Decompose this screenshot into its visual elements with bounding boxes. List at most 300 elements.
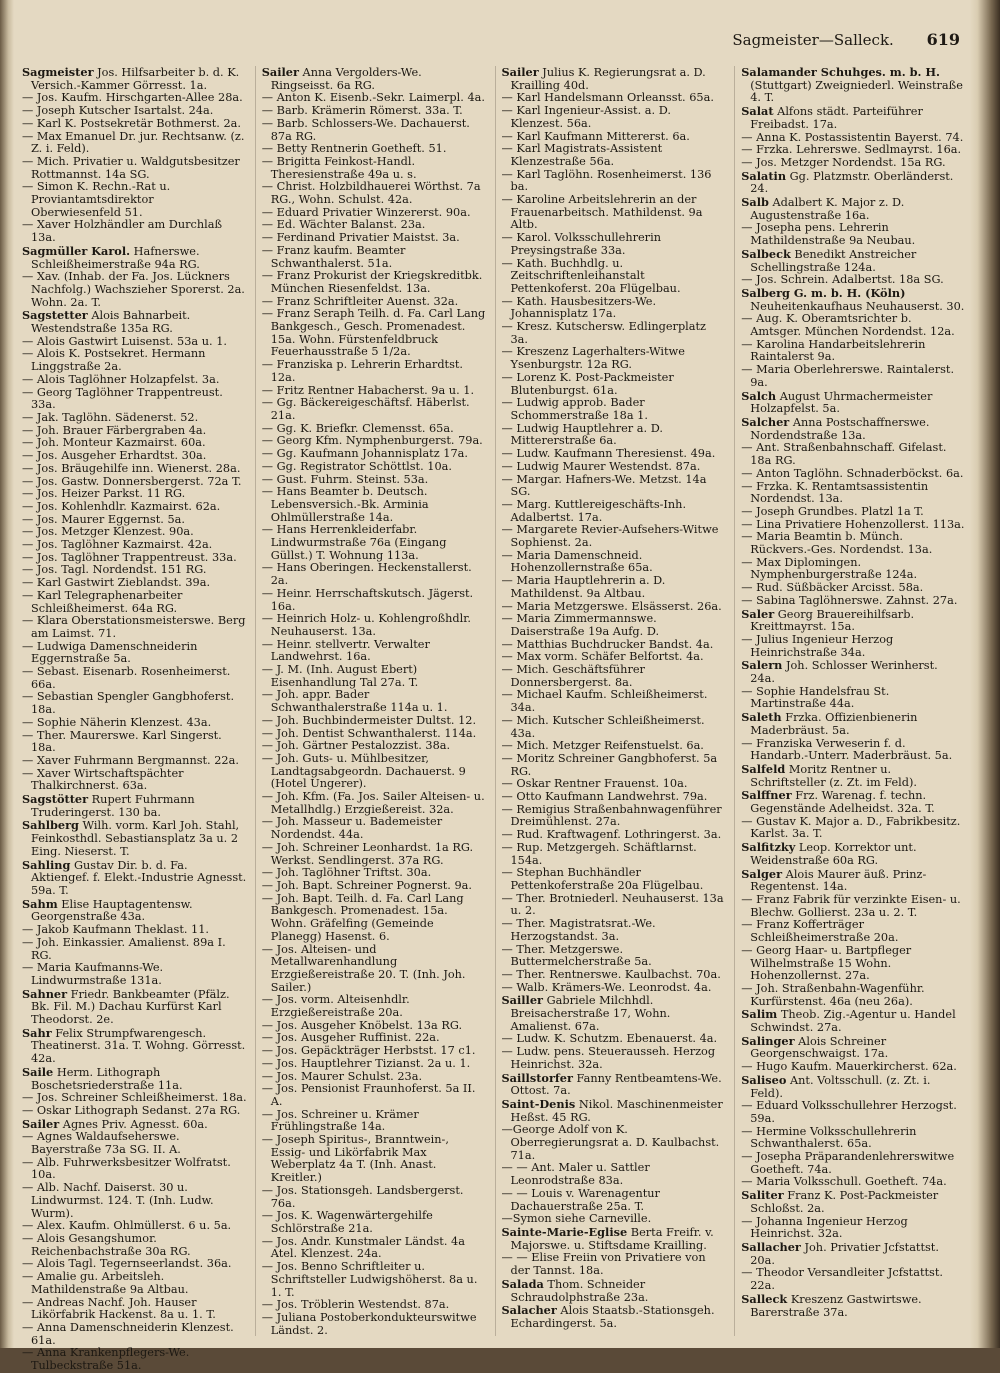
directory-entry bbox=[502, 423, 727, 448]
directory-entry bbox=[502, 1124, 727, 1162]
directory-entry bbox=[262, 639, 487, 664]
entry-surname: Salch bbox=[741, 388, 777, 403]
entry-details: — Jak. Taglöhn. Sädenerst. 52. bbox=[22, 410, 199, 424]
directory-entry bbox=[262, 1083, 487, 1108]
entry-details: Theob. Zig.-Agentur u. Handel Schwindst. 27a. bbox=[750, 1008, 956, 1035]
entry-details: Agnes Priv. Agnesst. 60a. bbox=[62, 1117, 208, 1131]
entry-details: Friedr. Bankbeamter (Pfälz. Bk. Fil. M.) Dachau Kurfürst Karl Theodorst. 2e. bbox=[31, 987, 230, 1027]
entry-details: Hafnerswe. Schleißheimerstraße 94a RG. bbox=[31, 244, 200, 271]
entry-details: — Moritz Schreiner Gangbhoferst. 5a RG. bbox=[501, 751, 718, 778]
directory-entry bbox=[502, 194, 727, 232]
directory-entry bbox=[502, 550, 727, 575]
entry-details: — Walb. Krämers-We. Leonrodst. 4a. bbox=[501, 980, 712, 994]
directory-entry bbox=[262, 893, 487, 944]
directory-entry bbox=[22, 859, 247, 898]
directory-entry bbox=[22, 245, 247, 271]
entry-surname: Salberg G. m. b. H. (Köln) bbox=[741, 285, 906, 300]
directory-entry bbox=[741, 1074, 966, 1100]
directory-entry bbox=[22, 666, 247, 691]
entry-details: — Joh. Kfm. (Fa. Jos. Sailer Alteisen- u. Metallhdlg.) Erzgießereist. 32a. bbox=[261, 790, 485, 816]
directory-entry bbox=[741, 919, 966, 944]
directory-entry bbox=[22, 768, 247, 793]
entry-details: — Alois Tagl. Tegernseerlandst. 36a. bbox=[22, 1257, 232, 1271]
entry-details: — Joh. Monteur Kazmairst. 60a. bbox=[22, 436, 206, 450]
page-number: 619 bbox=[926, 30, 960, 49]
directory-entry bbox=[741, 1008, 966, 1034]
directory-entry bbox=[262, 842, 487, 867]
entry-surname: Sahlberg bbox=[22, 818, 79, 833]
entry-details: — Fritz Rentner Habacherst. 9a u. 1. bbox=[261, 383, 475, 397]
directory-entry bbox=[741, 945, 966, 983]
entry-details: — Jos. Pensionist Fraunhoferst. 5a II. A. bbox=[261, 1082, 476, 1108]
directory-entry bbox=[502, 1278, 727, 1304]
entry-details: — Jos. Kohlenhdlr. Kazmairst. 62a. bbox=[22, 499, 221, 513]
entry-details: — Stephan Buchhändler Pettenkoferstraße 20a Flügelbau. bbox=[501, 866, 704, 892]
entry-details: — Alois Gesangshumor. Reichenbachstraße 30a RG. bbox=[22, 1231, 191, 1258]
directory-entry bbox=[741, 364, 966, 389]
directory-entry bbox=[502, 689, 727, 714]
entry-surname: Salamander Schuhges. m. b. H. bbox=[741, 65, 940, 79]
entry-surname: Salatin bbox=[741, 168, 787, 183]
directory-entry bbox=[502, 1072, 727, 1098]
directory-entry bbox=[502, 105, 727, 130]
directory-entry bbox=[741, 711, 966, 737]
entry-details: — Anton K. Eisenb.-Sekr. Laimerpl. 4a. bbox=[261, 91, 485, 105]
entry-details: — Maria Zimmermannswe. Daiserstraße 19a Aufg. D. bbox=[501, 612, 660, 638]
entry-surname: Sagstetter bbox=[22, 308, 88, 323]
entry-details: — Mich. Privatier u. Waldgutsbesitzer Rottmannst. 14a SG. bbox=[22, 154, 240, 181]
directory-entry bbox=[741, 222, 966, 247]
entry-details: August Uhrmachermeister Holzapfelst. 5a. bbox=[750, 389, 933, 416]
entry-details: — Joh. Brauer Färbergraben 4a. bbox=[22, 423, 207, 437]
entry-details: — Franz Prokurist der Kriegskreditbk. München Riesenfeldst. 13a. bbox=[261, 269, 483, 295]
entry-details: — Jos. Schreiner u. Krämer Frühlingstraße 14a. bbox=[261, 1107, 419, 1134]
entry-surname: Salleck bbox=[741, 1291, 788, 1306]
entry-details: — Karl Ingenieur-Assist. a. D. Klenzest. 56a. bbox=[501, 104, 671, 130]
entry-details: Benedikt Anstreicher Schellingstraße 124a. bbox=[750, 247, 917, 274]
entry-details: — Hermine Volksschullehrerin Schwanthalerst. 65a. bbox=[741, 1124, 917, 1151]
directory-entry bbox=[22, 131, 247, 156]
entry-details: — J. M. (Inh. August Ebert) Eisenhandlung Tal 27a. T. bbox=[261, 663, 419, 689]
entry-details: — — Elise Freiin von Privatiere von der Tannst. 18a. bbox=[501, 1251, 706, 1278]
entry-details: — Rup. Metzgergeh. Schäftlarnst. 154a. bbox=[501, 840, 697, 867]
directory-entry bbox=[262, 524, 487, 562]
entry-details: — Joh. Bapt. Schreiner Pognerst. 9a. bbox=[261, 879, 472, 892]
entry-details: Anna Postschaffnerswe. Nordendstraße 13a. bbox=[750, 415, 930, 442]
entry-details: Alois Bahnarbeit. Westendstraße 135a RG. bbox=[31, 309, 191, 336]
entry-details: — Josepha Präparandenlehrerswitwe Goetheft. 74a. bbox=[741, 1150, 955, 1176]
directory-entry bbox=[502, 1252, 727, 1277]
entry-details: — Jos. Heizer Parkst. 11 RG. bbox=[22, 487, 186, 501]
directory-entry bbox=[262, 588, 487, 613]
directory-entry bbox=[741, 659, 966, 685]
directory-entry bbox=[262, 1134, 487, 1185]
entry-details: — Maria Volksschull. Goetheft. 74a. bbox=[741, 1175, 947, 1189]
entry-details: Wilh. vorm. Karl Joh. Stahl, Feinkosthdl. Sebastiansplatz 3a u. 2 Eing. Nieserst. T. bbox=[31, 819, 240, 858]
entry-details: — Joh. Bapt. Teilh. d. Fa. Carl Lang Bankgesch. Promenadest. 15a. Wohn. Gräfelfing (Gemeinde Planegg) Hasenst. 6. bbox=[261, 891, 464, 943]
directory-entry bbox=[262, 308, 487, 359]
directory-entry bbox=[22, 1297, 247, 1322]
entry-details: — Aug. K. Oberamtsrichter b. Amtsger. München Nordendst. 12a. bbox=[741, 312, 955, 339]
entry-details: Joh. Privatier Jcfstattst. 20a. bbox=[750, 1240, 939, 1267]
directory-entry bbox=[22, 691, 247, 716]
entry-details: — Ludwiga Damenschneiderin Eggernstraße 5a. bbox=[22, 639, 198, 666]
entry-details: — Jos. Hauptlehrer Tizianst. 2a u. 1. bbox=[261, 1056, 471, 1070]
entry-details: — Juliana Postoberkondukteurswitwe Ländst. 2. bbox=[261, 1310, 477, 1337]
entry-details: — Eduard Volksschullehrer Herzogst. 59a. bbox=[741, 1099, 957, 1125]
entry-details: — Heinr. Herrschaftskutsch. Jägerst. 16a. bbox=[261, 586, 474, 613]
entry-details: — Kath. Buchhdlg. u. Zeitschriftenleihanstalt Pettenkoferst. 20a Flügelbau. bbox=[501, 256, 681, 295]
entry-details: — Franz kaufm. Beamter Schwanthalerst. 51a. bbox=[261, 243, 406, 270]
entry-details: — Karolina Handarbeitslehrerin Raintalerst 9a. bbox=[741, 337, 926, 364]
entry-details: Thom. Schneider Schraudolphstraße 23a. bbox=[510, 1277, 649, 1304]
directory-entry bbox=[22, 1157, 247, 1182]
entry-surname: Sailler bbox=[501, 993, 543, 1008]
directory-entry bbox=[502, 232, 727, 257]
directory-entry bbox=[22, 219, 247, 244]
entry-details: — Frzka. Lehrerswe. Sedlmayrst. 16a. bbox=[741, 143, 962, 157]
directory-entry bbox=[741, 686, 966, 711]
entry-details: — Karl Handelsmann Orleansst. 65a. bbox=[501, 91, 714, 105]
entry-details: — Otto Kaufmann Landwehrst. 79a. bbox=[501, 790, 708, 804]
entry-details: — Klara Oberstationsmeisterswe. Berg am Laimst. 71. bbox=[22, 614, 246, 640]
directory-entry bbox=[22, 271, 247, 309]
entry-details: — Theodor Versandleiter Jcfstattst. 22a. bbox=[741, 1266, 943, 1293]
entry-details: — Joh. Schreiner Leonhardst. 1a RG. Werkst. Sendlingerst. 37a RG. bbox=[261, 840, 474, 867]
entry-details: — Matthias Buchdrucker Bandst. 4a. bbox=[501, 637, 714, 651]
directory-entry bbox=[502, 499, 727, 524]
entry-details: — Jos. K. Wagenwärtergehilfe Schlörstraße 21a. bbox=[261, 1209, 433, 1235]
entry-details: — Franz Schriftleiter Auenst. 32a. bbox=[261, 294, 459, 308]
entry-details: — Kath. Hausbesitzers-We. Johannisplatz 17a. bbox=[501, 294, 657, 321]
entry-details: Alois Maurer äuß. Prinz-Regentenst. 14a. bbox=[750, 867, 927, 894]
entry-surname: Saliter bbox=[741, 1188, 784, 1203]
directory-entry bbox=[262, 791, 487, 816]
entry-details: — Hans Oberingen. Heckenstallerst. 2a. bbox=[261, 561, 472, 588]
entry-details: — Barb. Krämerin Römerst. 33a. T. bbox=[261, 104, 463, 118]
entry-surname: Salinger bbox=[741, 1033, 795, 1048]
directory-entry bbox=[502, 169, 727, 194]
directory-entry bbox=[22, 181, 247, 219]
entry-details: — Frzka. K. Rentamtsassistentin Nordendst. 13a. bbox=[741, 479, 929, 506]
directory-entry bbox=[741, 1100, 966, 1125]
entry-details: — Jos. Taglöhner Kazmairst. 42a. bbox=[22, 538, 213, 552]
directory-entry bbox=[502, 1188, 727, 1213]
entry-surname: Sailer bbox=[261, 65, 299, 79]
directory-entry bbox=[262, 1109, 487, 1134]
entry-details: Gustav Dir. b. d. Fa. Aktiengef. f. Elekt.-Industrie Agnesst. 59a. T. bbox=[31, 858, 247, 897]
entry-details: — Gg. K. Briefkr. Clemensst. 65a. bbox=[261, 421, 454, 435]
directory-entry bbox=[262, 1236, 487, 1261]
directory-entry bbox=[22, 1347, 247, 1372]
directory-entry bbox=[741, 738, 966, 763]
directory-entry bbox=[262, 270, 487, 295]
entry-surname: Salim bbox=[741, 1007, 778, 1022]
entry-details: Neuheitenkaufhaus Neuhauserst. 30. bbox=[750, 299, 965, 313]
entry-details: Kreszenz Gastwirtswe. Barerstraße 37a. bbox=[750, 1292, 922, 1319]
entry-details: — Heinrich Holz- u. Kohlengroßhdlr. Neuhauserst. 13a. bbox=[261, 612, 471, 638]
entry-details: — Jos. Metzger Klenzest. 90a. bbox=[22, 525, 194, 539]
entry-details: — Xav. (Inhab. der Fa. Jos. Lückners Nachfolg.) Wachszieher Sporerst. 2a. Wohn. 2a. T. bbox=[22, 270, 245, 309]
entry-details: — Joh. Taglöhner Triftst. 30a. bbox=[261, 866, 432, 880]
entry-surname: Sagstötter bbox=[22, 792, 89, 807]
entry-details: Anna Vergolders-We. Ringseisst. 6a RG. bbox=[270, 66, 422, 92]
entry-surname: Saillstorfer bbox=[501, 1070, 573, 1085]
directory-entry bbox=[502, 867, 727, 892]
entry-surname: Salat bbox=[741, 104, 774, 119]
directory-entry bbox=[741, 634, 966, 659]
directory-entry bbox=[262, 994, 487, 1019]
directory-entry bbox=[502, 143, 727, 168]
entry-surname: Sailer bbox=[22, 1116, 60, 1131]
entry-details: Elise Hauptagentensw. Georgenstraße 43a. bbox=[31, 897, 193, 924]
entry-details: — Maria Beamtin b. Münch. Rückvers.-Ges. Nordendst. 13a. bbox=[741, 530, 933, 557]
entry-details: Jos. Hilfsarbeiter b. d. K. Versich.-Kammer Görresst. 1a. bbox=[31, 66, 240, 92]
directory-entry bbox=[741, 789, 966, 815]
entry-details: — Jos. Kaufm. Hirschgarten-Allee 28a. bbox=[22, 91, 243, 105]
entry-details: — Georg Taglöhner Trappentreust. 33a. bbox=[22, 385, 223, 412]
directory-entry bbox=[741, 1189, 966, 1215]
entry-details: — Ludwig Maurer Westendst. 87a. bbox=[501, 459, 701, 473]
directory-entry bbox=[262, 1210, 487, 1235]
entry-details: — Max Emanuel Dr. jur. Rechtsanw. (z. Z. i. Feld). bbox=[22, 129, 245, 156]
directory-entry bbox=[22, 156, 247, 181]
directory-entry bbox=[741, 595, 966, 608]
entry-details: — Kreszenz Lagerhalters-Witwe Ysenburgstr. 12a RG. bbox=[501, 345, 685, 372]
entry-details: — Oskar Rentner Frauenst. 10a. bbox=[501, 777, 688, 791]
entry-details: — Marg. Kuttlereigeschäfts-Inh. Adalbertst. 17a. bbox=[501, 497, 687, 524]
directory-entry bbox=[262, 245, 487, 270]
directory-entry bbox=[262, 66, 487, 92]
directory-entry bbox=[502, 321, 727, 346]
directory-entry bbox=[262, 944, 487, 995]
entry-details: — Joh. appr. Bader Schwanthalerstraße 114a u. 1. bbox=[261, 688, 448, 715]
entry-surname: Saliseo bbox=[741, 1072, 787, 1087]
entry-details: — Ther. Rentnerswe. Kaulbachst. 70a. bbox=[501, 967, 721, 981]
entry-details: Alfons städt. Parteiführer Freibadst. 17a. bbox=[750, 105, 923, 131]
directory-entry bbox=[262, 689, 487, 714]
directory-entry bbox=[262, 397, 487, 422]
entry-details: — Brigitta Feinkost-Handl. Theresienstraße 49a u. s. bbox=[261, 154, 417, 181]
directory-entry bbox=[741, 608, 966, 634]
entry-details: — Lorenz K. Post-Packmeister Blutenburgst. 61a. bbox=[501, 370, 674, 397]
entry-details: — Mich. Geschäftsführer Donnersbergerst. 8a. bbox=[501, 663, 645, 689]
entry-details: — Joh. Gärtner Pestalozzist. 38a. bbox=[261, 739, 451, 753]
entry-details: — Karl Magistrats-Assistent Klenzestraße 56a. bbox=[501, 142, 663, 168]
directory-entry bbox=[22, 1027, 247, 1066]
directory-entry bbox=[741, 816, 966, 841]
directory-entry bbox=[22, 937, 247, 962]
directory-entry bbox=[22, 348, 247, 373]
entry-details: — Karl Telegraphenarbeiter Schleißheimerst. 64a RG. bbox=[22, 588, 183, 615]
entry-details: — Maria Kaufmanns-We. Lindwurmstraße 131a. bbox=[22, 961, 164, 987]
entry-details: — Gust. Fuhrm. Steinst. 53a. bbox=[261, 472, 429, 486]
entry-details: — Franz Fabrik für verzinkte Eisen- u. Blechw. Gollierst. 23a u. 2. T. bbox=[741, 893, 961, 919]
entry-details: — Anna Damenschneiderin Klenzest. 61a. bbox=[22, 1320, 234, 1347]
directory-entry bbox=[502, 664, 727, 689]
directory-entry bbox=[262, 359, 487, 384]
entry-details: — Rud. Kraftwagenf. Lothringerst. 3a. bbox=[501, 828, 722, 842]
entry-details: — Karl K. Postsekretär Bothmerst. 2a. bbox=[22, 116, 241, 130]
entry-details: — Max Diplomingen. Nymphenburgerstraße 124a. bbox=[741, 555, 918, 582]
directory-entry bbox=[22, 898, 247, 924]
directory-entry bbox=[741, 868, 966, 894]
entry-details: — Anna K. Postassistentin Bayerst. 74. bbox=[741, 130, 964, 144]
entry-details: — Joseph Spiritus-, Branntwein-, Essig- und Likörfabrik Max Weberplatz 4a T. (Inh. Anast. Kreitler.) bbox=[261, 1133, 449, 1185]
entry-details: Rupert Fuhrmann Truderingerst. 130 ba. bbox=[31, 793, 195, 819]
directory-entry bbox=[502, 524, 727, 549]
entry-details: — Ludw. pens. Steuerausseh. Herzog Heinrichst. 32a. bbox=[501, 1045, 716, 1071]
entry-details: — Jos. Schrein. Adalbertst. 18a SG. bbox=[741, 273, 944, 287]
directory-entry bbox=[502, 918, 727, 943]
directory-entry bbox=[502, 842, 727, 867]
entry-details: — Mich. Kutscher Schleißheimerst. 43a. bbox=[501, 713, 705, 740]
column-4 bbox=[734, 66, 966, 1336]
directory-entry bbox=[741, 1241, 966, 1267]
directory-entry bbox=[262, 1185, 487, 1210]
directory-entry bbox=[502, 994, 727, 1033]
entry-details: — Jos. vorm. Alteisenhdlr. Erzgießereistraße 20a. bbox=[261, 993, 410, 1020]
directory-entry bbox=[502, 474, 727, 499]
entry-surname: Salcher bbox=[741, 414, 790, 429]
column-3 bbox=[495, 66, 727, 1336]
directory-entry bbox=[741, 983, 966, 1008]
directory-entry bbox=[22, 793, 247, 819]
directory-entry bbox=[22, 1066, 247, 1092]
column-1 bbox=[22, 65, 247, 1373]
entry-surname: Sallacher bbox=[741, 1239, 801, 1254]
entry-details: Joh. Schlosser Werinherst. 24a. bbox=[750, 659, 938, 686]
entry-details: — Ludwig approb. Bader Schommerstraße 18a 1. bbox=[501, 396, 648, 422]
entry-details: Franz K. Post-Packmeister Schloßst. 2a. bbox=[750, 1189, 939, 1215]
entry-details: — Gg. Kaufmann Johannisplatz 17a. bbox=[261, 447, 468, 461]
entry-details: Adalbert K. Major z. D. Augustenstraße 16a. bbox=[750, 196, 905, 222]
directory-entry bbox=[22, 1322, 247, 1347]
entry-details: — Alois Gastwirt Luisenst. 53a u. 1. bbox=[22, 334, 227, 348]
page-header bbox=[720, 30, 960, 49]
entry-details: — Jos. Bräugehilfe inn. Wienerst. 28a. bbox=[22, 461, 241, 475]
entry-surname: Salb bbox=[741, 195, 769, 210]
entry-details: — Karl Taglöhn. Rosenheimerst. 136 ba. bbox=[501, 167, 712, 194]
entry-details: — Sophie Näherin Klenzest. 43a. bbox=[22, 715, 212, 729]
entry-details: — Michael Kaufm. Schleißheimerst. 34a. bbox=[501, 688, 708, 715]
directory-entry bbox=[22, 1233, 247, 1258]
entry-surname: Salfitzky bbox=[741, 840, 796, 855]
entry-details: — Lina Privatiere Hohenzollerst. 113a. bbox=[741, 517, 965, 531]
entry-details: — Jos. Tröblerin Westendst. 87a. bbox=[261, 1298, 450, 1312]
directory-entry bbox=[22, 387, 247, 412]
entry-details: — Xaver Holzhändler am Durchlaß 13a. bbox=[22, 218, 223, 245]
entry-details: — Jos. Andr. Kunstmaler Ländst. 4a Atel. Klenzest. 24a. bbox=[261, 1234, 465, 1261]
entry-details: — Maria Damenschneid. Hohenzollernstraße 65a. bbox=[501, 548, 653, 575]
directory-entry bbox=[502, 372, 727, 397]
entry-details: Frzka. Offizienbienerin Maderbräust. 5a. bbox=[750, 711, 918, 737]
entry-details: — Georg Haar- u. Bartpfleger Wilhelmstraße 15 Wohn. Hohenzollernst. 27a. bbox=[741, 943, 912, 983]
directory-entry bbox=[22, 615, 247, 640]
entry-details: — Joh. Dentist Schwanthalerst. 114a. bbox=[261, 726, 477, 740]
directory-entry bbox=[741, 841, 966, 867]
directory-entry bbox=[741, 66, 966, 105]
entry-details: — Gg. Bäckereigeschäftsf. Häberlst. 21a. bbox=[261, 396, 470, 422]
entry-details: — Jos. Ausgeher Ruffinist. 22a. bbox=[261, 1031, 440, 1045]
directory-entry bbox=[741, 1216, 966, 1241]
directory-entry bbox=[741, 763, 966, 789]
entry-details: — Jakob Kaufmann Theklast. 11. bbox=[22, 923, 210, 937]
entry-details: — Gg. Registrator Schöttlst. 10a. bbox=[261, 459, 452, 473]
entry-details: — Franz Kofferträger Schleißheimerstraße 20a. bbox=[741, 918, 899, 945]
entry-details: — Joseph Kutscher Isartalst. 24a. bbox=[22, 104, 214, 118]
entry-surname: Saint-Denis bbox=[501, 1096, 576, 1111]
entry-surname: Saler bbox=[741, 606, 775, 621]
entry-surname: Sailer bbox=[501, 65, 539, 79]
entry-surname: Sahm bbox=[22, 896, 58, 911]
entry-details: — Julius Ingenieur Herzog Heinrichstraße 34a. bbox=[741, 632, 894, 659]
directory-entry bbox=[262, 816, 487, 841]
entry-details: — Eduard Privatier Winzererst. 90a. bbox=[261, 205, 471, 219]
entry-details: — Johanna Ingenieur Herzog Heinrichst. 32a. bbox=[741, 1214, 908, 1241]
directory-entry bbox=[262, 1312, 487, 1337]
directory-entry bbox=[741, 531, 966, 556]
directory-entry bbox=[22, 590, 247, 615]
entry-details: — Alb. Fuhrwerksbesitzer Wolfratst. 10a. bbox=[22, 1155, 231, 1182]
page-range-heading: Sagmeister—Salleck. bbox=[732, 31, 894, 49]
entry-details: — Sebast. Eisenarb. Rosenheimerst. 66a. bbox=[22, 665, 231, 691]
entry-details: — Sabina Taglöhnerswe. Zahnst. 27a. bbox=[741, 593, 958, 607]
entry-details: — Maria Metzgerswe. Elsässerst. 26a. bbox=[501, 599, 722, 613]
directory-entry bbox=[502, 1046, 727, 1071]
directory-entry bbox=[262, 118, 487, 143]
entry-details: Gg. Platzmstr. Oberländerst. 24. bbox=[750, 169, 954, 196]
directory-entry bbox=[741, 313, 966, 338]
entry-details: — Sophie Handelsfrau St. Martinstraße 44a. bbox=[741, 684, 890, 711]
entry-details: — Josepha pens. Lehrerin Mathildenstraße 9a Neubau. bbox=[741, 221, 916, 248]
entry-details: —Symon siehe Carneville. bbox=[501, 1212, 652, 1226]
entry-details: — Jos. Alteisen- und Metallwarenhandlung Erzgießereistraße 20. T. (Inh. Joh. Sailer.) bbox=[261, 942, 466, 994]
entry-surname: Sainte-Marie-Eglise bbox=[501, 1224, 628, 1239]
entry-details: — Hans Herrenkleiderfabr. Lindwurmstraße 76a (Eingang Güllst.) T. Wohnung 113a. bbox=[261, 523, 447, 562]
entry-details: — Kresz. Kutschersw. Edlingerplatz 3a. bbox=[501, 320, 707, 346]
directory-entry bbox=[22, 730, 247, 755]
entry-details: — Jos. Gastw. Donnersbergerst. 72a T. bbox=[22, 474, 242, 488]
entry-details: — Jos. Schreiner Schleißheimerst. 18a. bbox=[22, 1091, 247, 1105]
directory-entry bbox=[22, 988, 247, 1027]
column-2 bbox=[255, 66, 487, 1336]
directory-columns bbox=[22, 65, 966, 1373]
directory-entry bbox=[502, 296, 727, 321]
directory-entry bbox=[741, 287, 966, 313]
entry-details: Berta Freifr. v. Majorswe. u. Stiftsdame Krailling. bbox=[510, 1225, 714, 1252]
entry-details: — Xaver Wirtschaftspächter Thalkirchnerst. 63a. bbox=[22, 766, 184, 793]
entry-surname: Salada bbox=[501, 1276, 544, 1291]
entry-details: Nikol. Maschinenmeister Heßst. 45 RG. bbox=[510, 1097, 723, 1124]
directory-entry bbox=[502, 346, 727, 371]
entry-details: — Anna Krankenpflegers-We. Tulbeckstraße 51a. bbox=[22, 1346, 190, 1373]
entry-details: (Stuttgart) Zweigniederl. Weinstraße 4. T. bbox=[750, 78, 963, 105]
directory-entry bbox=[502, 575, 727, 600]
entry-surname: Salger bbox=[741, 866, 783, 881]
entry-details: — Jos. Maurer Eggernst. 5a. bbox=[22, 512, 185, 526]
directory-entry bbox=[741, 390, 966, 416]
entry-details: — Franziska p. Lehrerin Erhardtst. 12a. bbox=[261, 358, 464, 384]
directory-entry bbox=[502, 66, 727, 92]
entry-details: — — Louis v. Warenagentur Dachauerstraße 25a. T. bbox=[501, 1186, 660, 1213]
entry-details: — Ed. Wächter Balanst. 23a. bbox=[261, 218, 426, 232]
entry-details: — Karol. Volksschullehrerin Preysingstraße 33a. bbox=[501, 231, 661, 257]
entry-details: — Alex. Kaufm. Ohlmüllerst. 6 u. 5a. bbox=[22, 1219, 232, 1233]
entry-details: Alois Staatsb.-Stationsgeh. Echardingerst. 5a. bbox=[510, 1304, 715, 1330]
entry-details: — Jos. Tagl. Nordendst. 151 RG. bbox=[22, 563, 207, 577]
directory-entry bbox=[741, 442, 966, 467]
